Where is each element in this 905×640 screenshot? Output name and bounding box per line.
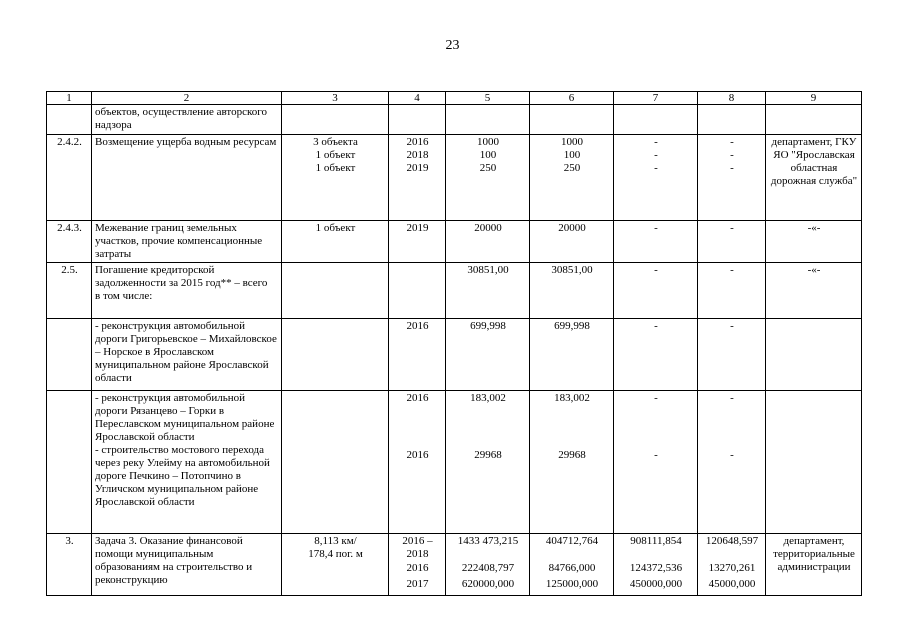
activity-name: Возмещение ущерба водным ресурсам bbox=[92, 135, 282, 221]
amount-total: 183,002 29968 bbox=[446, 391, 530, 534]
object-count: 3 объекта 1 объект 1 объект bbox=[282, 135, 389, 221]
year: 2016 2016 bbox=[389, 391, 446, 534]
table-row bbox=[47, 135, 862, 221]
amount-col6: 183,002 29968 bbox=[530, 391, 614, 534]
activity-name: Погашение кредиторской задолженности за 2015 год** – всего в том числе: bbox=[92, 263, 282, 319]
amount-col6: 404712,764 84766,000 125000,000 bbox=[530, 534, 614, 596]
table-row bbox=[47, 221, 862, 263]
year: 2019 bbox=[389, 221, 446, 263]
amount-col7: 908111,854 124372,536 450000,000 bbox=[614, 534, 698, 596]
amount-col8: - bbox=[698, 319, 766, 391]
column-number: 1 bbox=[47, 92, 92, 105]
row-code: 2.4.2. bbox=[47, 135, 92, 221]
row-code: 2.5. bbox=[47, 263, 92, 319]
table-row bbox=[47, 105, 862, 135]
year: 2016 – 2018 2016 2017 bbox=[389, 534, 446, 596]
amount-total: 20000 bbox=[446, 221, 530, 263]
page-number: 23 bbox=[445, 38, 460, 53]
year: 2016 2018 2019 bbox=[389, 135, 446, 221]
amount-col8: - bbox=[698, 221, 766, 263]
table-row bbox=[47, 391, 862, 534]
column-number: 3 bbox=[282, 92, 389, 105]
amount-total: 1000 100 250 bbox=[446, 135, 530, 221]
row-code: 2.4.3. bbox=[47, 221, 92, 263]
amount-col7: - bbox=[614, 221, 698, 263]
amount-col6: 699,998 bbox=[530, 319, 614, 391]
column-number: 6 bbox=[530, 92, 614, 105]
activity-name: объектов, осуществление авторского надзора bbox=[92, 105, 282, 135]
executor: департамент, территориальные администрации bbox=[766, 534, 862, 596]
amount-total: 699,998 bbox=[446, 319, 530, 391]
object-count: 1 объект bbox=[282, 221, 389, 263]
amount-col8: - - - bbox=[698, 135, 766, 221]
activity-name: Задача 3. Оказание финансовой помощи муниципальным образованиям на строительство и реконструкцию bbox=[92, 534, 282, 596]
amount-col6: 20000 bbox=[530, 221, 614, 263]
column-number-row bbox=[47, 92, 862, 105]
column-number: 2 bbox=[92, 92, 282, 105]
amount-total: 30851,00 bbox=[446, 263, 530, 319]
executor: -«- bbox=[766, 221, 862, 263]
column-number: 7 bbox=[614, 92, 698, 105]
executor: -«- bbox=[766, 263, 862, 319]
amount-col6: 30851,00 bbox=[530, 263, 614, 319]
row-code: 3. bbox=[47, 534, 92, 596]
table-row bbox=[47, 534, 862, 596]
column-number: 9 bbox=[766, 92, 862, 105]
amount-col7: - - bbox=[614, 391, 698, 534]
amount-total: 1433 473,215 222408,797 620000,000 bbox=[446, 534, 530, 596]
object-count: 8,113 км/ 178,4 пог. м bbox=[282, 534, 389, 596]
program-activities-table bbox=[46, 91, 862, 596]
column-number: 8 bbox=[698, 92, 766, 105]
table-row bbox=[47, 319, 862, 391]
activity-name: - реконструкция автомобильной дороги Григорьевское – Михайловское – Норское в Ярославском муниципальном районе Ярославской области bbox=[92, 319, 282, 391]
amount-col8: - - bbox=[698, 391, 766, 534]
activity-name: Межевание границ земельных участков, прочие компенсационные затраты bbox=[92, 221, 282, 263]
year: 2016 bbox=[389, 319, 446, 391]
activity-name: - реконструкция автомобильной дороги Рязанцево – Горки в Переславском муниципальном районе Ярославской области - строительство мостового перехода через реку Улейму на автомобильной дороге Печкино – Потопчино в Угличском муниципальном районе Ярославской области bbox=[92, 391, 282, 534]
amount-col6: 1000 100 250 bbox=[530, 135, 614, 221]
amount-col7: - bbox=[614, 319, 698, 391]
table-row bbox=[47, 263, 862, 319]
executor: департамент, ГКУ ЯО "Ярославская областная дорожная служба" bbox=[766, 135, 862, 221]
amount-col7: - bbox=[614, 263, 698, 319]
amount-col8: - bbox=[698, 263, 766, 319]
column-number: 4 bbox=[389, 92, 446, 105]
column-number: 5 bbox=[446, 92, 530, 105]
amount-col7: - - - bbox=[614, 135, 698, 221]
amount-col8: 120648,597 13270,261 45000,000 bbox=[698, 534, 766, 596]
